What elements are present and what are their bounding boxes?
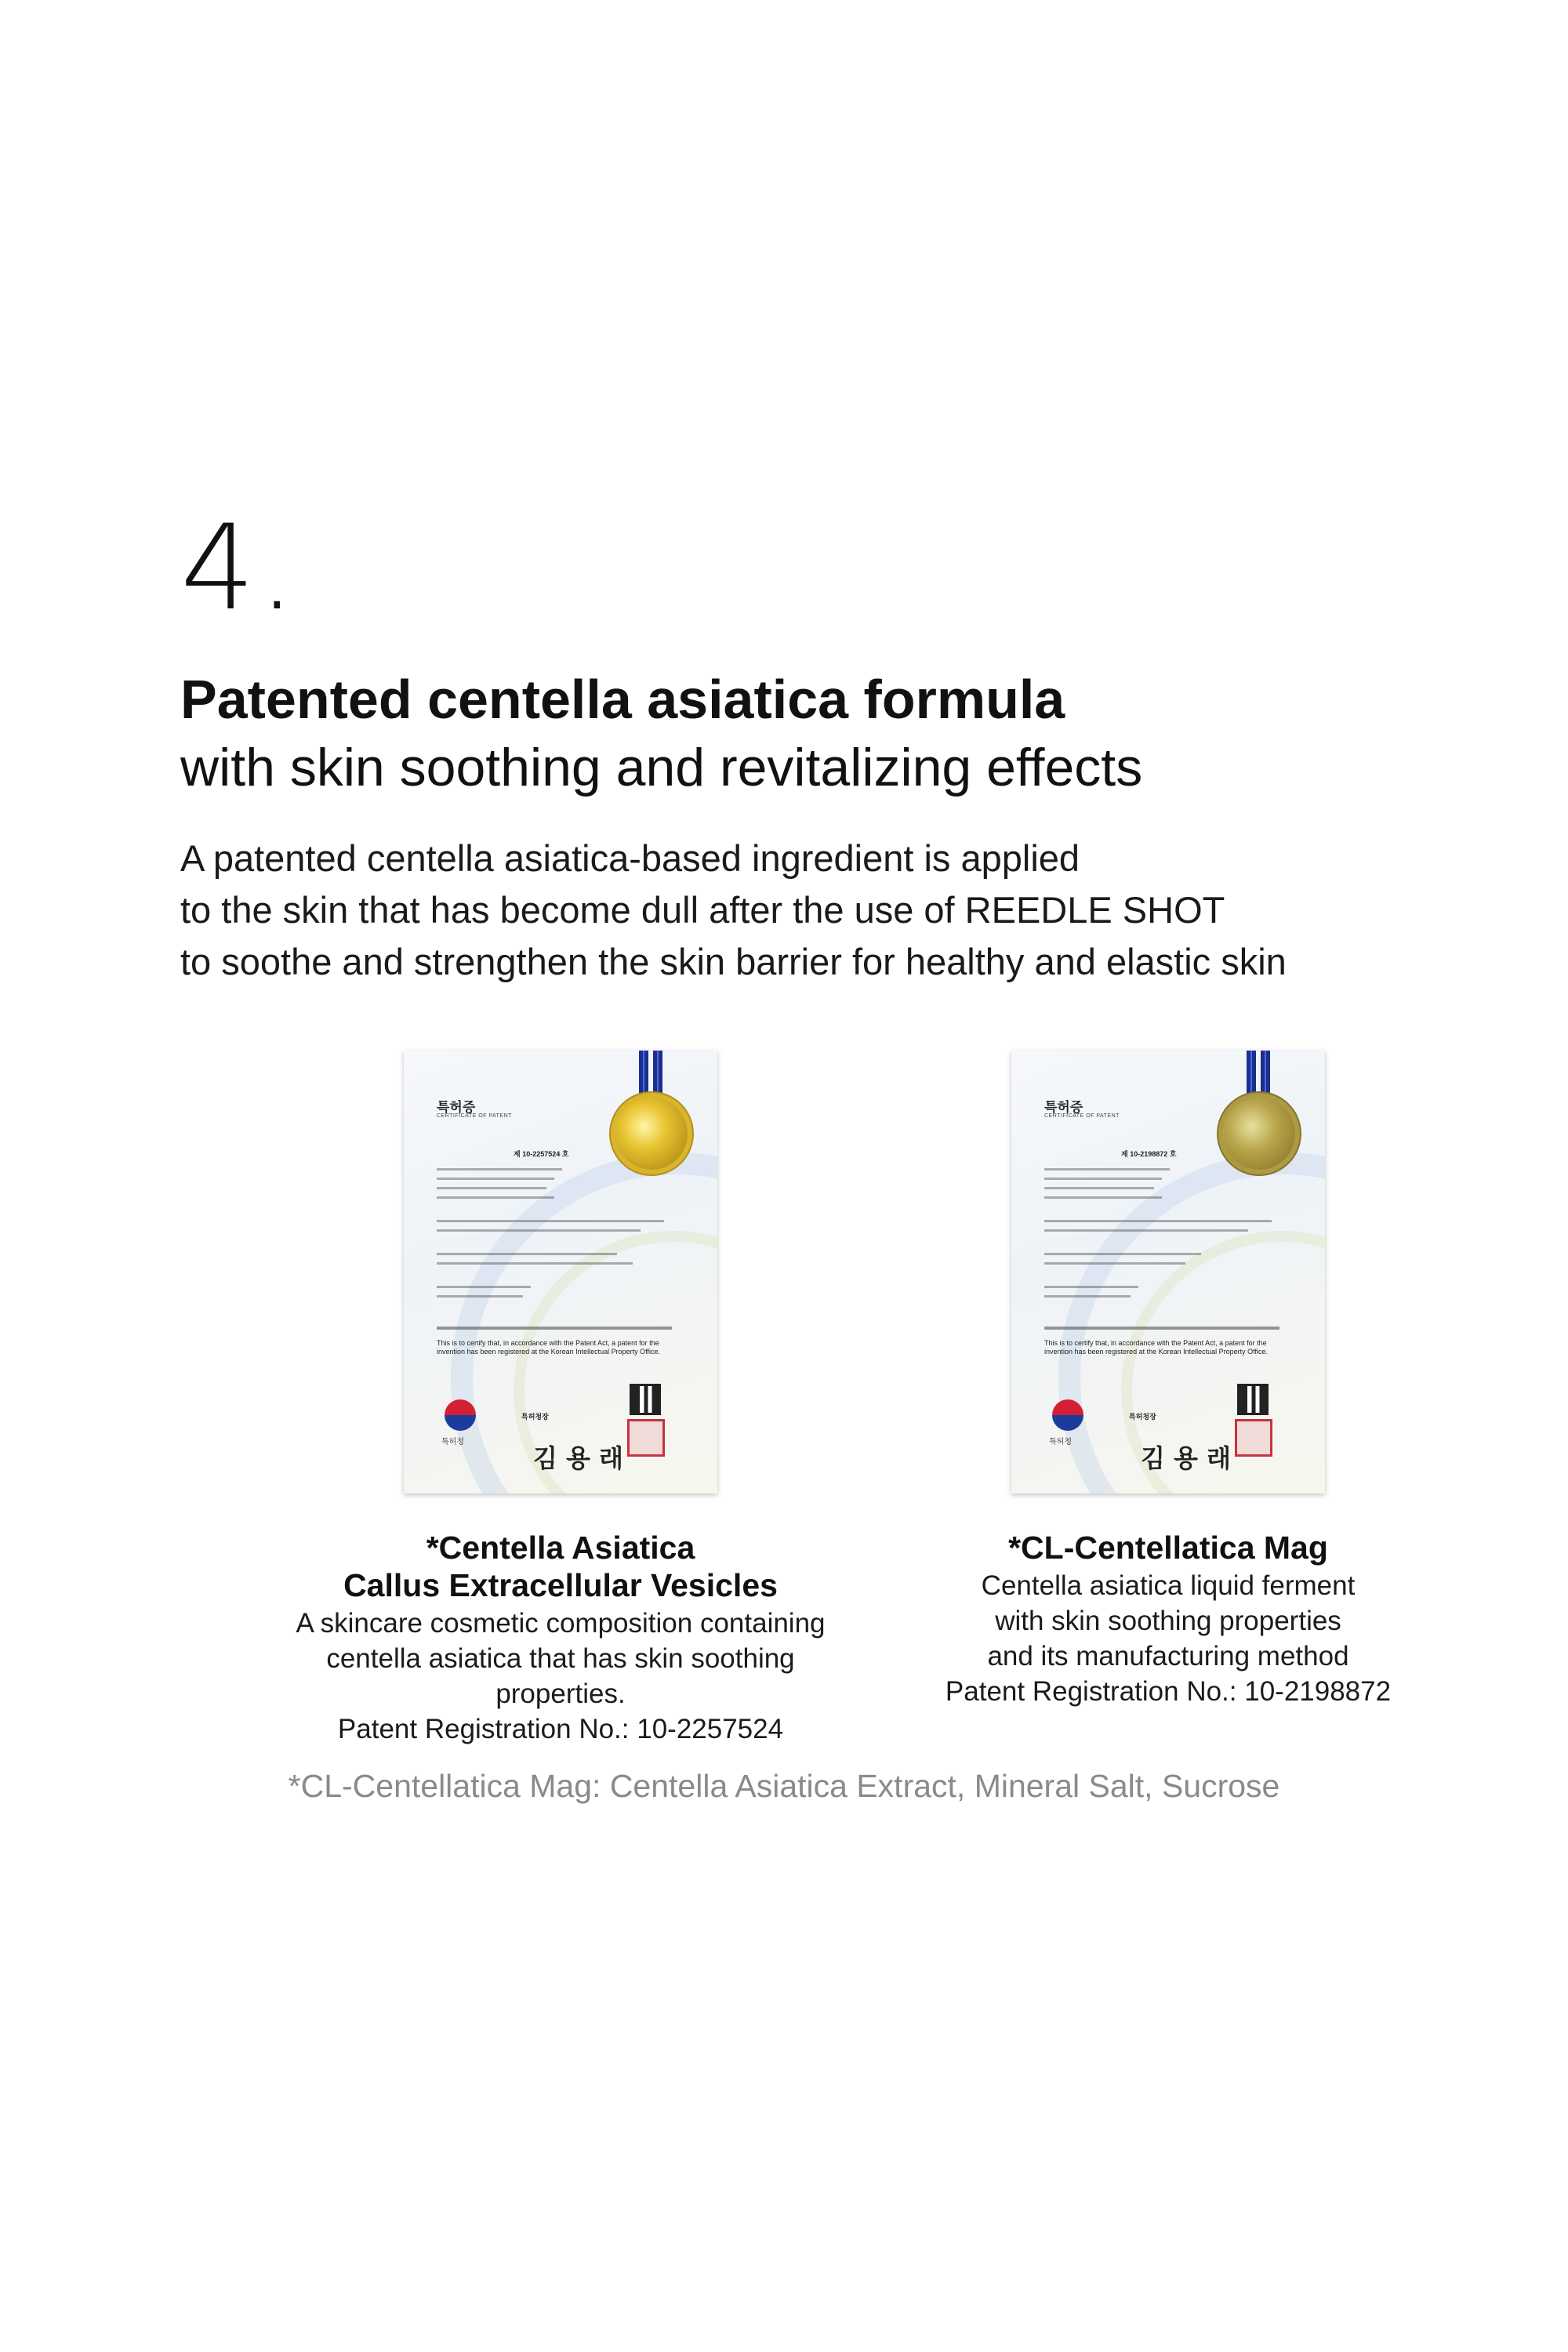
text-line: [1044, 1295, 1131, 1298]
text-line: [1044, 1327, 1279, 1330]
text-line: [1044, 1262, 1185, 1265]
patent-description: with skin soothing properties: [995, 1606, 1341, 1636]
text-line: [437, 1196, 554, 1199]
section-number: 4.: [180, 500, 299, 637]
certificate-patent-number: 제 10-2198872 호: [1121, 1150, 1177, 1158]
body-line: A patented centella asiatica-based ingredient is applied: [180, 837, 1080, 879]
headline: Patented centella asiatica formula: [180, 669, 1065, 730]
gold-seal-icon: [615, 1098, 688, 1170]
text-line: [1044, 1196, 1162, 1199]
commissioner-label: 특허청장: [1129, 1413, 1156, 1421]
signature: 김 용 래: [1141, 1443, 1232, 1473]
patent-description: Centella asiatica liquid ferment: [981, 1570, 1356, 1601]
text-line: [1044, 1168, 1170, 1171]
text-line: [1044, 1253, 1201, 1255]
text-line: [1044, 1220, 1272, 1222]
patent-description: A skincare cosmetic composition containing: [296, 1608, 826, 1639]
subheadline: with skin soothing and revitalizing effects: [180, 738, 1143, 797]
text-line: [437, 1168, 562, 1171]
text-line: [437, 1295, 523, 1298]
text-line: [437, 1220, 664, 1222]
text-line: [1044, 1187, 1154, 1189]
patent-certificate-image: [1011, 1051, 1325, 1494]
kipo-logo-icon: [1052, 1399, 1083, 1431]
text-line: [437, 1178, 554, 1180]
certificate-title: 특허증: [437, 1100, 476, 1115]
text-line: [1044, 1229, 1248, 1232]
text-line: [1044, 1178, 1162, 1180]
patent-caption-1: [263, 1529, 858, 1747]
text-line: [437, 1286, 531, 1288]
patent-title: Callus Extracellular Vesicles: [343, 1567, 778, 1603]
patent-registration: Patent Registration No.: 10-2198872: [945, 1676, 1392, 1707]
certificate-title: 특허증: [1044, 1100, 1083, 1115]
patent-certificate-image: [404, 1051, 717, 1494]
qr-code-icon: [630, 1384, 661, 1415]
office-name: 특허청: [1049, 1438, 1072, 1446]
kipo-logo-icon: [445, 1399, 476, 1431]
patent-registration: Patent Registration No.: 10-2257524: [337, 1714, 784, 1744]
text-line: [437, 1262, 633, 1265]
body-line: to the skin that has become dull after the use of REEDLE SHOT: [180, 889, 1225, 931]
certificate-subtitle: CERTIFICATE OF PATENT: [1044, 1113, 1120, 1119]
patent-caption-2: [870, 1529, 1466, 1709]
body-copy: [180, 833, 1287, 988]
patent-description: and its manufacturing method: [987, 1641, 1349, 1671]
qr-code-icon: [1237, 1384, 1269, 1415]
signature: 김 용 래: [533, 1443, 624, 1473]
text-line: [437, 1327, 672, 1330]
patent-description: centella asiatica that has skin soothing properties.: [326, 1643, 795, 1709]
text-line: [437, 1229, 641, 1232]
gold-seal-icon: [1223, 1098, 1295, 1170]
certificate-patent-number: 제 10-2257524 호: [514, 1150, 569, 1158]
certificate-subtitle: CERTIFICATE OF PATENT: [437, 1113, 512, 1119]
certificate-statement: This is to certify that, in accordance with the Patent Act, a patent for the invention has been registered at the Korean Intellectual Property Office.: [437, 1339, 661, 1356]
red-stamp-icon: [627, 1419, 665, 1457]
patent-title: *Centella Asiatica: [426, 1530, 695, 1566]
certificate-statement: This is to certify that, in accordance with the Patent Act, a patent for the invention has been registered at the Korean Intellectual Property Office.: [1044, 1339, 1269, 1356]
body-line: to soothe and strengthen the skin barrier for healthy and elastic skin: [180, 941, 1287, 982]
text-line: [1044, 1286, 1138, 1288]
text-line: [437, 1253, 617, 1255]
text-line: [437, 1187, 546, 1189]
ingredient-footnote: *CL-Centellatica Mag: Centella Asiatica Extract, Mineral Salt, Sucrose: [288, 1768, 1280, 1804]
office-name: 특허청: [441, 1438, 464, 1446]
red-stamp-icon: [1235, 1419, 1272, 1457]
commissioner-label: 특허청장: [521, 1413, 549, 1421]
patent-title: *CL-Centellatica Mag: [1008, 1530, 1328, 1566]
